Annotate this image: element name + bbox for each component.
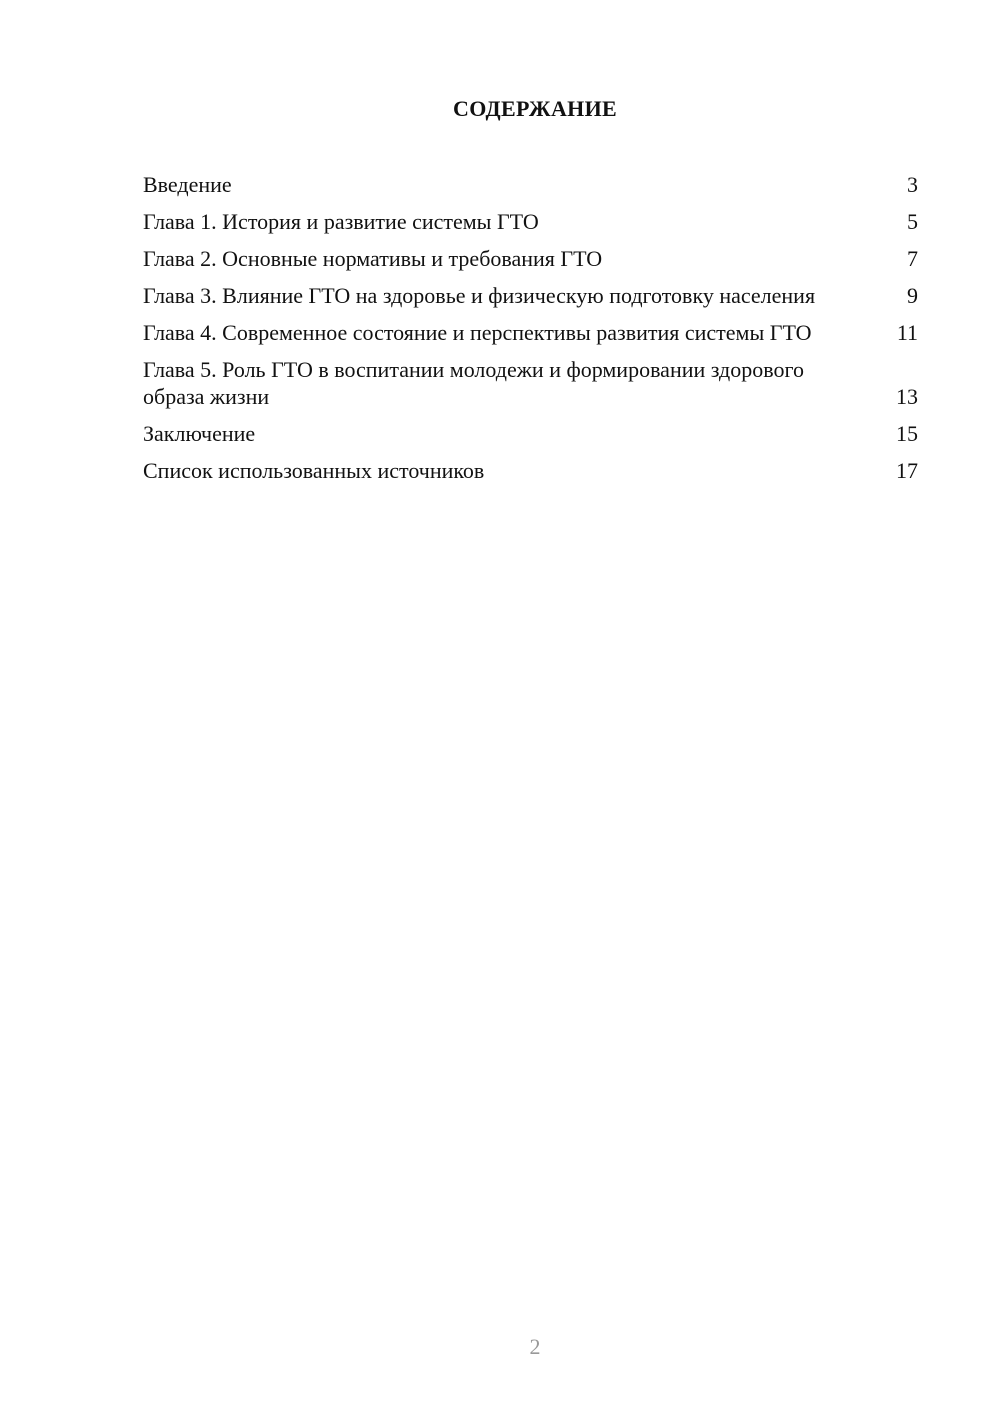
toc-item-chapter-3 [143,282,918,309]
toc-item-chapter-1 [143,208,918,235]
toc-item-text: Глава 1. История и развитие системы ГТО [143,209,539,234]
toc-item-page: 11 [896,320,918,345]
toc-item-page: 15 [896,421,918,446]
toc-item-conclusion [143,420,918,447]
toc-item-page: 7 [907,246,918,271]
page-title: СОДЕРЖАНИЕ [453,96,617,121]
toc-item-text: Заключение [143,421,256,446]
toc-item-references [143,457,918,484]
toc-item-text: Список использованных источников [143,458,485,483]
toc-item-page: 9 [907,283,918,308]
toc-item-chapter-5 [143,356,918,410]
toc-item-page: 17 [896,458,918,483]
toc-item-chapter-4 [143,319,918,346]
toc-item-text: Глава 2. Основные нормативы и требования ГТО [143,246,603,271]
toc-item-text: Глава 5. Роль ГТО в воспитании молодежи и формировании здорового образа жизни [143,357,804,409]
toc-item-chapter-2 [143,245,918,272]
toc-item-page: 3 [907,172,918,197]
toc-item-page: 5 [907,209,918,234]
page-number: 2 [529,1334,541,1359]
table-of-contents [143,171,918,494]
toc-item-text: Введение [143,172,232,197]
toc-item-page: 13 [896,384,918,409]
toc-item-text: Глава 4. Современное состояние и перспективы развития системы ГТО [143,320,812,345]
toc-item-introduction [143,171,918,198]
toc-item-text: Глава 3. Влияние ГТО на здоровье и физическую подготовку населения [143,283,816,308]
